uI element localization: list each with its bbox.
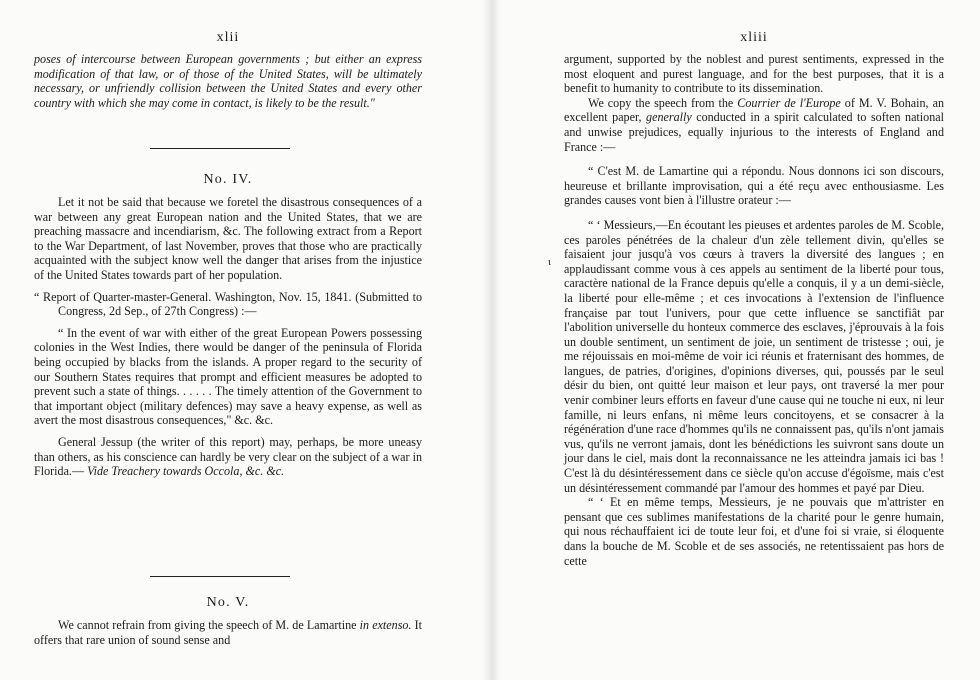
courrier-italic-generally: generally [646, 110, 692, 125]
courrier-title: Courrier de l'Europe [737, 95, 841, 110]
section-v-body [34, 618, 422, 647]
jessup-text: General Jessup (the writer of this report) may, perhaps, be more uneasy than others, as his conscience can hardly be very clear on the subject of a war in Florida.— [34, 434, 422, 479]
section-iv-heading: No. IV. [203, 172, 253, 187]
courrier-text-b: of M. V. Bohain, an excellent paper, [564, 95, 944, 125]
section-v-paragraph [34, 618, 422, 647]
section-iv-body [34, 195, 422, 479]
right-page-body [564, 52, 944, 568]
section-divider [150, 148, 290, 149]
courrier-paragraph [564, 96, 944, 154]
margin-mark: ι [548, 256, 551, 268]
paragraph-continuation: argument, supported by the noblest and purest sentiments, expressed in the most eloquent and purest language, and for the best purposes, that it is a benefit to humanity to contribute to its dissemination. [564, 52, 944, 96]
opening-quote-end [34, 52, 422, 110]
courrier-text-a: We copy the speech from the [588, 95, 734, 110]
section-v-heading: No. V. [206, 595, 250, 610]
right-page-number: xliii [740, 30, 768, 45]
left-page [34, 0, 422, 680]
report-quote: “ In the event of war with either of the great European Powers possessing colonies in the West Indies, there would be danger of the peninsula of Florida being occupied by blacks from the islands. A proper regard to the security of our Southern States requires that prompt and efficient measures be adopted to prevent such a state of things. . . . . . The timely attention of the Government to that important object (military defences) may save a heavy expense, as well as avert the most disastrous consequences," &c. &c. [34, 325, 422, 428]
left-page-number: xlii [216, 30, 240, 45]
section-divider [150, 576, 290, 577]
jessup-italic: Vide Treachery towards Occola, &c. &c. [87, 464, 285, 479]
right-page [564, 0, 944, 680]
section-v-text-1: We cannot refrain from giving the speech of M. de Lamartine [58, 618, 357, 632]
section-v-italic: in extenso. [359, 618, 412, 632]
book-gutter [482, 0, 500, 680]
opening-italic-text: poses of intercourse between European governments ; but either an express modification of that law, or of those of the United States, will be ultimately necessary, or unfriendly collision between the United States and every other country with which she may come in contact, is likely to be the result." [34, 52, 422, 110]
jessup-paragraph [34, 435, 422, 479]
speech-paragraph-1: “ ‘ Messieurs,—En écoutant les pieuses et ardentes paroles de M. Scoble, ces paroles pénétrées de la chaleur d'un zèle tellement divin, qu'elles se faisaient jour jusqu'à vos cœurs à travers la diversité des langues ; en applaudissant comme vous à ces appels au sentiment de la liberté pour tous, caractère national de la France depuis qu'elle a conquis, il y a un demi-siècle, la liberté pour elle-même ; et ces invocations à l'extension de l'influence française par tout l'univers, pour que cette influence se sanctifiât par l'abolition universelle du honteux commerce des esclaves, j'éprouvais à la fois un double sentiment, un sentiment de joie, un sentiment de tristesse ; oui, je me réjouissais en moi-même de voir ici réunis et fraternisant des hommes, de langues, de patries, d'origines, d'opinions diverses, qui, poussés par le seul désir du bien, ont quitté leur maison et leur pays, ont traversé la mer pour venir combiner leurs efforts en faveur d'une cause qui ne touche ni eux, ni leur famille, ni leurs enfans, ni même leurs concitoyens, et se consacrer à la régénération d'une race d'hommes qu'ils ne connaissent pas, qu'ils n'ont jamais vus, qu'ils ne verront jamais, dont les bénédictions les suivront sans doute un jour dans le ciel, mais dont la reconnaissance ne les atteindra jamais ici bas ! C'est là du désintéressement dans ce siècle qu'on accuse d'égoïsme, mais c'est un désintéressement commandé par l'amour des hommes et payé par Dieu. [564, 217, 944, 495]
speech-paragraph-2: “ ‘ Et en même temps, Messieurs, je ne pouvais que m'attrister en pensant que ces sublimes manifestations de la charité pour le genre humain, qui nous réchauffaient ici de toute leur foi, et d'une foi si vraie, si éloquente dans la bouche de M. Scoble et de ses associés, ne retentissaient pas hors de cette [564, 495, 944, 568]
courrier-text-c: conducted in a spirit calculated to soften national and unwise prejudices, equally injurious to the interests of England and France :— [564, 110, 944, 154]
section-v-text-2: It offers that rare union of sound sense and [34, 618, 423, 647]
section-iv-paragraph: Let it not be said that because we foretel the disastrous consequences of a war between any great European nation and the United States, that we are preaching massacre and incendiarism, &c. The following extract from a Report to the War Department, of last November, proves that those who are practically acquainted with the subject know well the danger that arises from the injustice of the United States towards part of her population. [34, 195, 422, 282]
report-header: “ Report of Quarter-master-General. Washington, Nov. 15, 1841. (Submitted to Congress, 2d Sep., of 27th Congress) :— [34, 289, 422, 319]
french-intro: “ C'est M. de Lamartine qui a répondu. Nous donnons ici son discours, heureuse et brillante improvisation, qui a été reçu avec enthousiasme. Les grandes causes vont bien à l'illustre orateur :— [564, 164, 944, 208]
